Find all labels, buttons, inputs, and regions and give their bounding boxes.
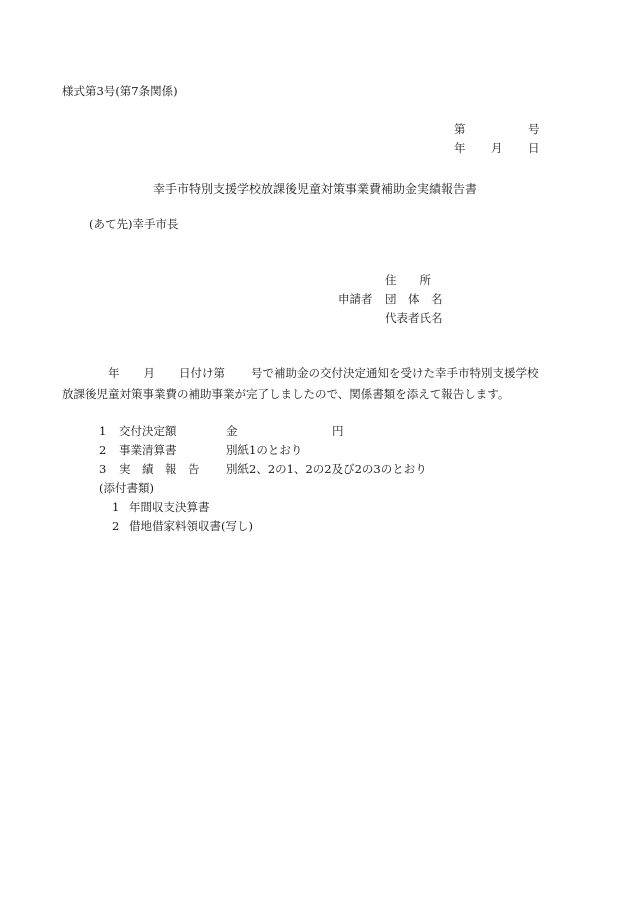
item-3-value: 別紙2、2の1、2の2及び2の3のとおり (226, 462, 427, 476)
date-year: 年 (454, 141, 466, 155)
attachment-2-number: 2 (112, 519, 120, 533)
document-title: 幸手市特別支援学校放課後児童対策事業費補助金実績報告書 (153, 182, 478, 196)
body-text: 号で補助金の交付決定通知を受けた幸手市特別支援学校放課後児童対策事業費の補助事業が完了しましたので、関係書類を添えて報告します。 (62, 366, 539, 401)
item-2-value: 別紙1のとおり (226, 443, 303, 457)
item-1-label: 交付決定額 (119, 424, 177, 438)
addressee: (あて先)幸手市長 (89, 217, 179, 231)
item-3-label: 実 績 報 告 (119, 462, 200, 476)
doc-number-suffix: 号 (528, 122, 540, 136)
item-1-value-suffix: 円 (332, 424, 344, 438)
doc-number-prefix: 第 (454, 122, 466, 136)
attachments-heading: (添付書類) (99, 481, 154, 495)
item-1-value-prefix: 金 (226, 424, 238, 438)
date-month: 月 (491, 141, 503, 155)
item-3-number: 3 (99, 462, 107, 476)
body-dated: 日付け第 (179, 366, 225, 380)
attachment-2-label: 借地借家料領収書(写し) (129, 519, 253, 533)
applicant-organization-label: 団 体 名 (385, 292, 443, 306)
date-day: 日 (528, 141, 540, 155)
attachment-1-label: 年間収支決算書 (129, 500, 210, 514)
applicant-representative-label: 代表者氏名 (385, 311, 443, 325)
item-2-label: 事業清算書 (119, 443, 177, 457)
attachment-1-number: 1 (112, 500, 120, 514)
body-month: 月 (143, 366, 155, 380)
form-number: 様式第3号(第7条関係) (62, 84, 178, 98)
applicant-label: 申請者 (338, 292, 373, 306)
item-2-number: 2 (99, 443, 107, 457)
body-year: 年 (108, 366, 120, 380)
applicant-address-label: 住 所 (385, 273, 431, 287)
item-1-number: 1 (99, 424, 107, 438)
body-paragraph (62, 363, 548, 405)
